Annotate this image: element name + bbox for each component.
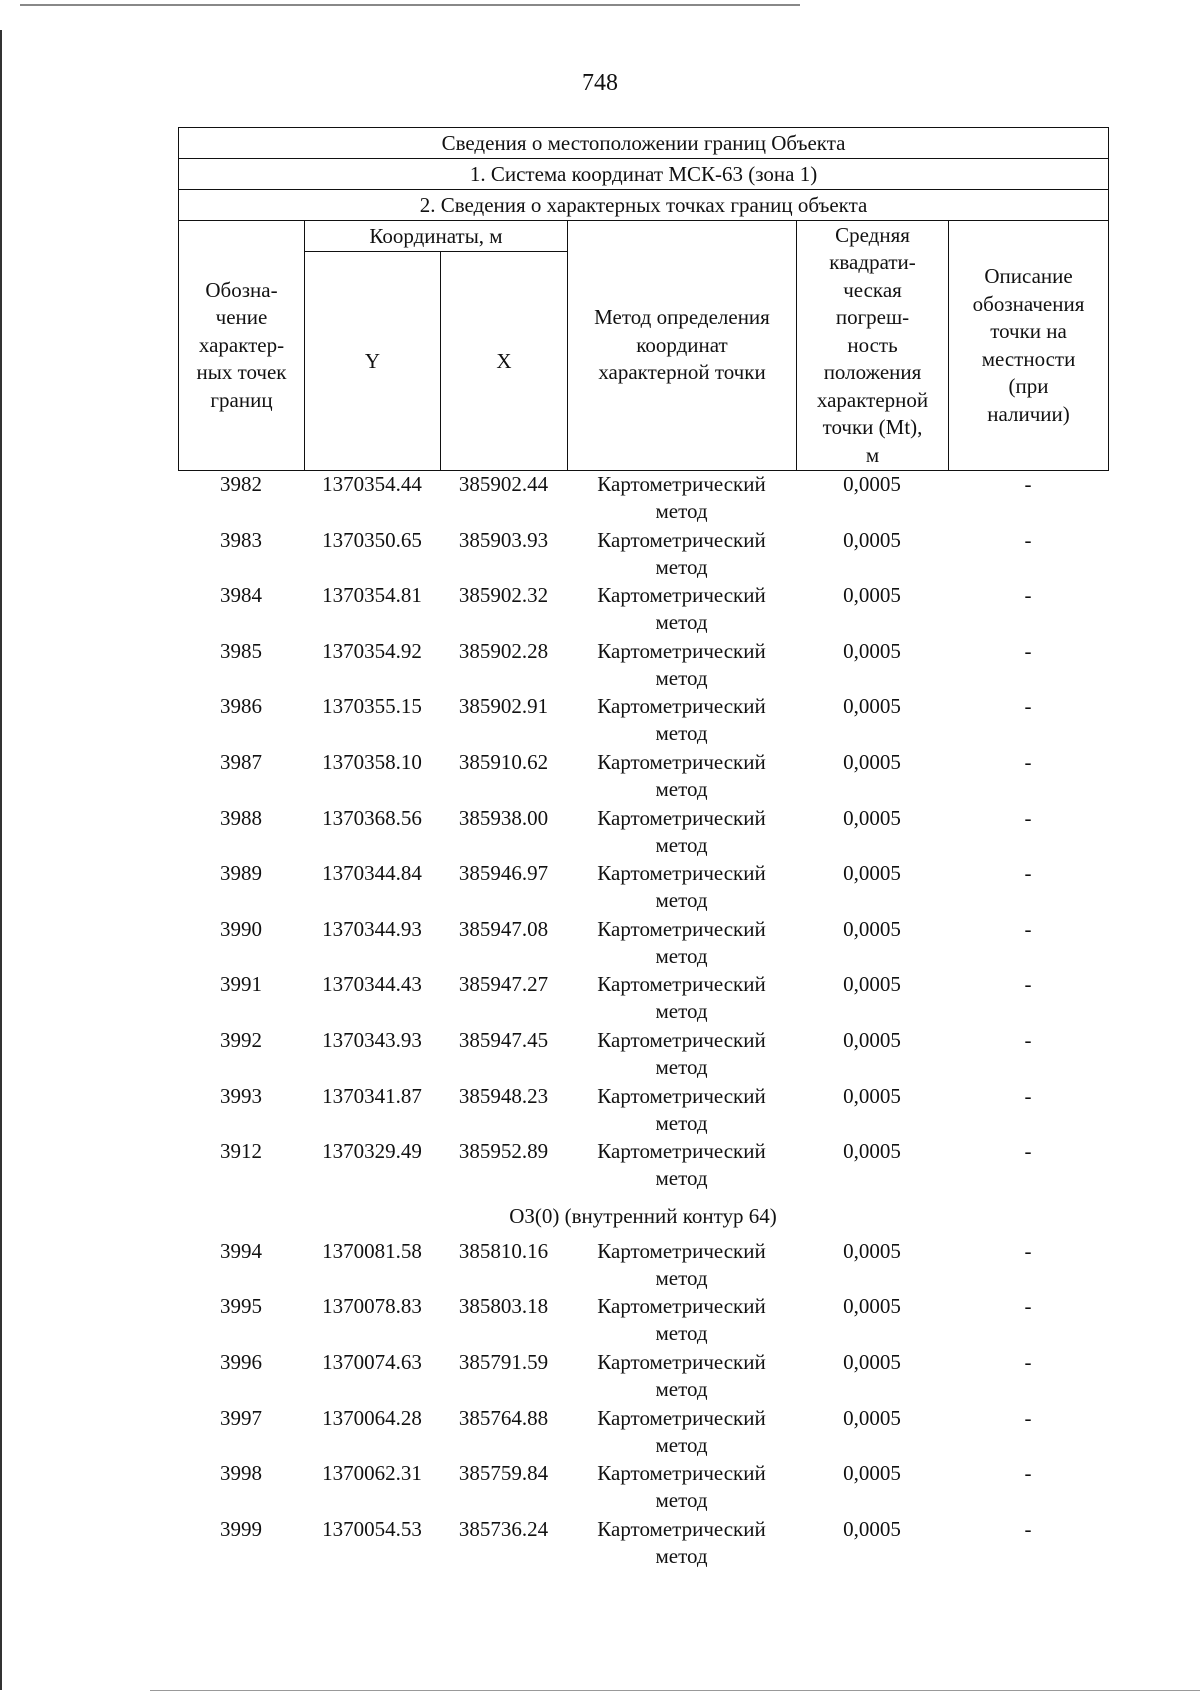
cell-coord-x: 385947.45 [458,1027,549,1052]
cell-coord-y: 1370344.93 [322,916,422,941]
cell-description: - [1024,749,1032,774]
column-header-y: Y [305,252,441,471]
cell-coord-y: 1370344.43 [322,972,422,997]
cell-description: - [1024,1405,1032,1430]
cell-coord-x: 385791.59 [458,1349,549,1374]
cell-method: Картометрический метод [597,638,766,690]
table-row [178,1238,1108,1294]
column-header-designation: Обозна- чение характер- ных точек границ [179,221,305,471]
table-row [178,582,1108,638]
cell-point-id: 3986 [220,694,262,719]
table-row [178,860,1108,916]
cell-coord-y: 1370074.63 [322,1349,422,1374]
cell-point-id: 3984 [220,583,262,608]
point-group-inner-contour [178,1238,1108,1572]
table-row [178,1083,1108,1139]
cell-description: - [1024,972,1032,997]
table-row [178,1460,1108,1516]
table-row [178,749,1108,805]
cell-method: Картометрический метод [597,972,766,1024]
cell-coord-x: 385948.23 [458,1083,549,1108]
coordinate-system: 1. Система координат МСК-63 (зона 1) [179,159,1109,190]
table-row [178,638,1108,694]
column-header-x: X [441,252,568,471]
cell-coord-x: 385946.97 [458,861,549,886]
column-header-error: Средняя квадрати- ческая погреш- ность положения характерной точки (Mt), м [797,221,949,471]
cell-error-mt: 0,0005 [843,1139,901,1164]
cell-point-id: 3998 [220,1461,262,1486]
cell-point-id: 3989 [220,861,262,886]
scan-edge-bottom [150,1690,1200,1691]
cell-point-id: 3912 [220,1139,262,1164]
cell-coord-x: 385902.32 [458,583,549,608]
cell-description: - [1024,1461,1032,1486]
cell-coord-y: 1370343.93 [322,1027,422,1052]
cell-point-id: 3983 [220,527,262,552]
table-row [178,971,1108,1027]
cell-coord-x: 385947.08 [458,916,549,941]
cell-method: Картометрический метод [597,694,766,746]
cell-error-mt: 0,0005 [843,1461,901,1486]
cell-coord-y: 1370354.92 [322,638,422,663]
cell-coord-x: 385938.00 [458,805,549,830]
cell-coord-x: 385736.24 [458,1516,549,1541]
cell-description: - [1024,1139,1032,1164]
contour-title: ОЗ(0) (внутренний контур 64) [509,1203,777,1228]
cell-point-id: 3985 [220,638,262,663]
cell-error-mt: 0,0005 [843,527,901,552]
table-row [178,527,1108,583]
cell-coord-y: 1370354.44 [322,472,422,496]
cell-coord-y: 1370358.10 [322,749,422,774]
cell-coord-x: 385902.44 [458,472,549,496]
cell-description: - [1024,472,1032,496]
cell-coord-y: 1370341.87 [322,1083,422,1108]
cell-point-id: 3992 [220,1027,262,1052]
cell-coord-y: 1370368.56 [322,805,422,830]
cell-method: Картометрический метод [597,1294,766,1346]
cell-method: Картометрический метод [597,1027,766,1079]
cell-error-mt: 0,0005 [843,583,901,608]
cell-coord-x: 385947.27 [458,972,549,997]
cell-description: - [1024,1349,1032,1374]
cell-point-id: 3996 [220,1349,262,1374]
scan-edge-left [0,30,2,1690]
cell-method: Картометрический метод [597,1405,766,1457]
cell-method: Картометрический метод [597,1238,766,1290]
table-row [178,471,1108,527]
cell-method: Картометрический метод [597,861,766,913]
cell-method: Картометрический метод [597,1083,766,1135]
table-row [178,805,1108,861]
cell-coord-y: 1370078.83 [322,1294,422,1319]
cell-method: Картометрический метод [597,1139,766,1191]
cell-coord-x: 385902.28 [458,638,549,663]
cell-coord-y: 1370081.58 [322,1238,422,1263]
table-row [178,1138,1108,1194]
cell-description: - [1024,638,1032,663]
cell-coord-y: 1370355.15 [322,694,422,719]
cell-error-mt: 0,0005 [843,694,901,719]
table-row [178,1405,1108,1461]
cell-point-id: 3987 [220,749,262,774]
cell-description: - [1024,805,1032,830]
cell-point-id: 3997 [220,1405,262,1430]
cell-coord-y: 1370054.53 [322,1516,422,1541]
cell-coord-y: 1370062.31 [322,1461,422,1486]
cell-point-id: 3999 [220,1516,262,1541]
cell-coord-y: 1370354.81 [322,583,422,608]
cell-coord-x: 385803.18 [458,1294,549,1319]
cell-error-mt: 0,0005 [843,472,901,496]
cell-description: - [1024,694,1032,719]
cell-point-id: 3988 [220,805,262,830]
cell-coord-x: 385759.84 [458,1461,549,1486]
cell-method: Картометрический метод [597,1461,766,1513]
table-title: Сведения о местоположении границ Объекта [179,128,1109,159]
column-header-method: Метод определения координат характерной точки [568,221,797,471]
cell-method: Картометрический метод [597,749,766,801]
cell-error-mt: 0,0005 [843,1238,901,1263]
cell-point-id: 3995 [220,1294,262,1319]
cell-point-id: 3993 [220,1083,262,1108]
cell-error-mt: 0,0005 [843,1405,901,1430]
cell-description: - [1024,1238,1032,1263]
cell-error-mt: 0,0005 [843,1294,901,1319]
cell-coord-y: 1370329.49 [322,1139,422,1164]
cell-method: Картометрический метод [597,527,766,579]
cell-point-id: 3991 [220,972,262,997]
cell-description: - [1024,527,1032,552]
table-row [178,1293,1108,1349]
page-number: 748 [582,70,618,96]
cell-description: - [1024,1027,1032,1052]
cell-point-id: 3982 [220,472,262,496]
cell-error-mt: 0,0005 [843,749,901,774]
cell-point-id: 3994 [220,1238,262,1263]
table-row [178,1349,1108,1405]
cell-error-mt: 0,0005 [843,1027,901,1052]
table-row [178,693,1108,749]
cell-coord-x: 385764.88 [458,1405,549,1430]
cell-coord-x: 385902.91 [458,694,549,719]
boundary-table-header [178,127,1109,471]
table-row [178,1027,1108,1083]
cell-description: - [1024,916,1032,941]
section-heading: 2. Сведения о характерных точках границ объекта [179,190,1109,221]
cell-method: Картометрический метод [597,916,766,968]
cell-method: Картометрический метод [597,1349,766,1401]
cell-coord-x: 385910.62 [458,749,549,774]
cell-coord-y: 1370350.65 [322,527,422,552]
cell-method: Картометрический метод [597,1516,766,1568]
cell-method: Картометрический метод [597,472,766,523]
cell-error-mt: 0,0005 [843,861,901,886]
cell-description: - [1024,1516,1032,1541]
cell-coord-x: 385903.93 [458,527,549,552]
cell-description: - [1024,861,1032,886]
column-header-description: Описание обозначения точки на местности (при наличии) [949,221,1109,471]
cell-error-mt: 0,0005 [843,972,901,997]
table-row [178,1516,1108,1572]
cell-error-mt: 0,0005 [843,916,901,941]
cell-error-mt: 0,0005 [843,638,901,663]
cell-error-mt: 0,0005 [843,1516,901,1541]
cell-coord-x: 385810.16 [458,1238,549,1263]
column-header-coordinates: Координаты, м [305,221,568,252]
cell-description: - [1024,1294,1032,1319]
cell-error-mt: 0,0005 [843,805,901,830]
boundary-points-body [178,471,1108,1571]
cell-error-mt: 0,0005 [843,1349,901,1374]
cell-description: - [1024,1083,1032,1108]
cell-coord-x: 385952.89 [458,1139,549,1164]
cell-coord-y: 1370344.84 [322,861,422,886]
cell-method: Картометрический метод [597,805,766,857]
cell-coord-y: 1370064.28 [322,1405,422,1430]
cell-point-id: 3990 [220,916,262,941]
table-row [178,916,1108,972]
cell-error-mt: 0,0005 [843,1083,901,1108]
scan-edge-top [20,4,800,6]
cell-method: Картометрический метод [597,583,766,635]
point-group-main [178,471,1108,1194]
cell-description: - [1024,583,1032,608]
